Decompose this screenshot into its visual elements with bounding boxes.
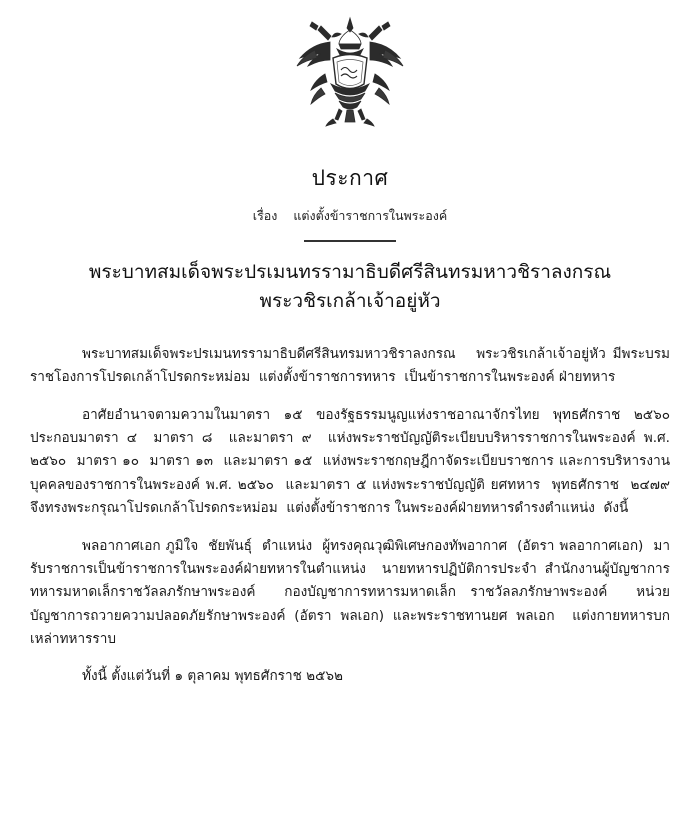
royal-name-line-2: พระวชิรเกล้าเจ้าอยู่หัว: [259, 290, 441, 313]
royal-name-line-1: พระบาทสมเด็จพระปรเมนทรรามาธิบดีศรีสินทรมหาวชิราลงกรณ: [88, 261, 612, 283]
divider-rule: [304, 240, 396, 242]
subject-text: แต่งตั้งข้าราชการในพระองค์: [293, 208, 448, 223]
paragraph: พลอากาศเอก ภูมิใจ ชัยพันธุ์ ตำแหน่ง ผู้ทรงคุณวุฒิพิเศษกองทัพอากาศ (อัตรา พลอากาศเอก) มารับราชการเป็นข้าราชการในพระองค์ฝ่ายทหารในตำแหน่ง นายทหารปฏิบัติการประจำ สำนักงานผู้บัญชาการทหารมหาดเล็กราชวัลลภรักษาพระองค์ กองบัญชาการทหารมหาดเล็ก ราชวัลลภรักษาพระองค์ หน่วยบัญชาการถวายความปลอดภัยรักษาพระองค์ (อัตรา พลเอก) และพระราชทานยศ พลเอก แต่งกายทหารบก เหล่าทหารราบ: [30, 537, 679, 647]
emblem-container: [22, 0, 678, 132]
paragraph: อาศัยอำนาจตามความในมาตรา ๑๕ ของรัฐธรรมนูญแห่งราชอาณาจักรไทย พุทธศักราช ๒๕๖๐ ประกอบมาตรา ๔ มาตรา ๘ และมาตรา ๙ แห่งพระราชบัญญัติระเบียบบริหารราชการในพระองค์ พ.ศ. ๒๕๖๐ มาตรา ๑๐ มาตรา ๑๓ และมาตรา ๑๕ แห่งพระราชกฤษฎีกาจัดระเบียบราชการ และการบริหารงานบุคคลของราชการในพระองค์ พ.ศ. ๒๕๖๐ และมาตรา ๕ แห่งพระราชบัญญัติ ยศทหาร พุทธศักราช ๒๔๗๙ จึงทรงพระกรุณาโปรดเกล้าโปรดกระหม่อม แต่งตั้งข้าราชการ ในพระองค์ฝ่ายทหารดำรงตำแหน่ง ดังนี้: [30, 406, 679, 517]
royal-name-heading: [22, 258, 678, 317]
subject-label: เรื่อง: [252, 208, 278, 223]
document-body: [22, 343, 678, 689]
document-title: ประกาศ: [311, 166, 389, 190]
royal-thai-garuda-emblem-icon: [275, 14, 425, 132]
paragraph: ทั้งนี้ ตั้งแต่วันที่ ๑ ตุลาคม พุทธศักราช ๒๕๖๒: [82, 668, 343, 685]
document-subject-line: [22, 206, 678, 226]
paragraph: พระบาทสมเด็จพระปรเมนทรรามาธิบดีศรีสินทรมหาวชิราลงกรณ พระวชิรเกล้าเจ้าอยู่หัว มีพระบรมราชโองการโปรดเกล้าโปรดกระหม่อม แต่งตั้งข้าราชการทหาร เป็นข้าราชการในพระองค์ ฝ่ายทหาร: [30, 345, 670, 386]
subject-spacer: [281, 208, 289, 223]
